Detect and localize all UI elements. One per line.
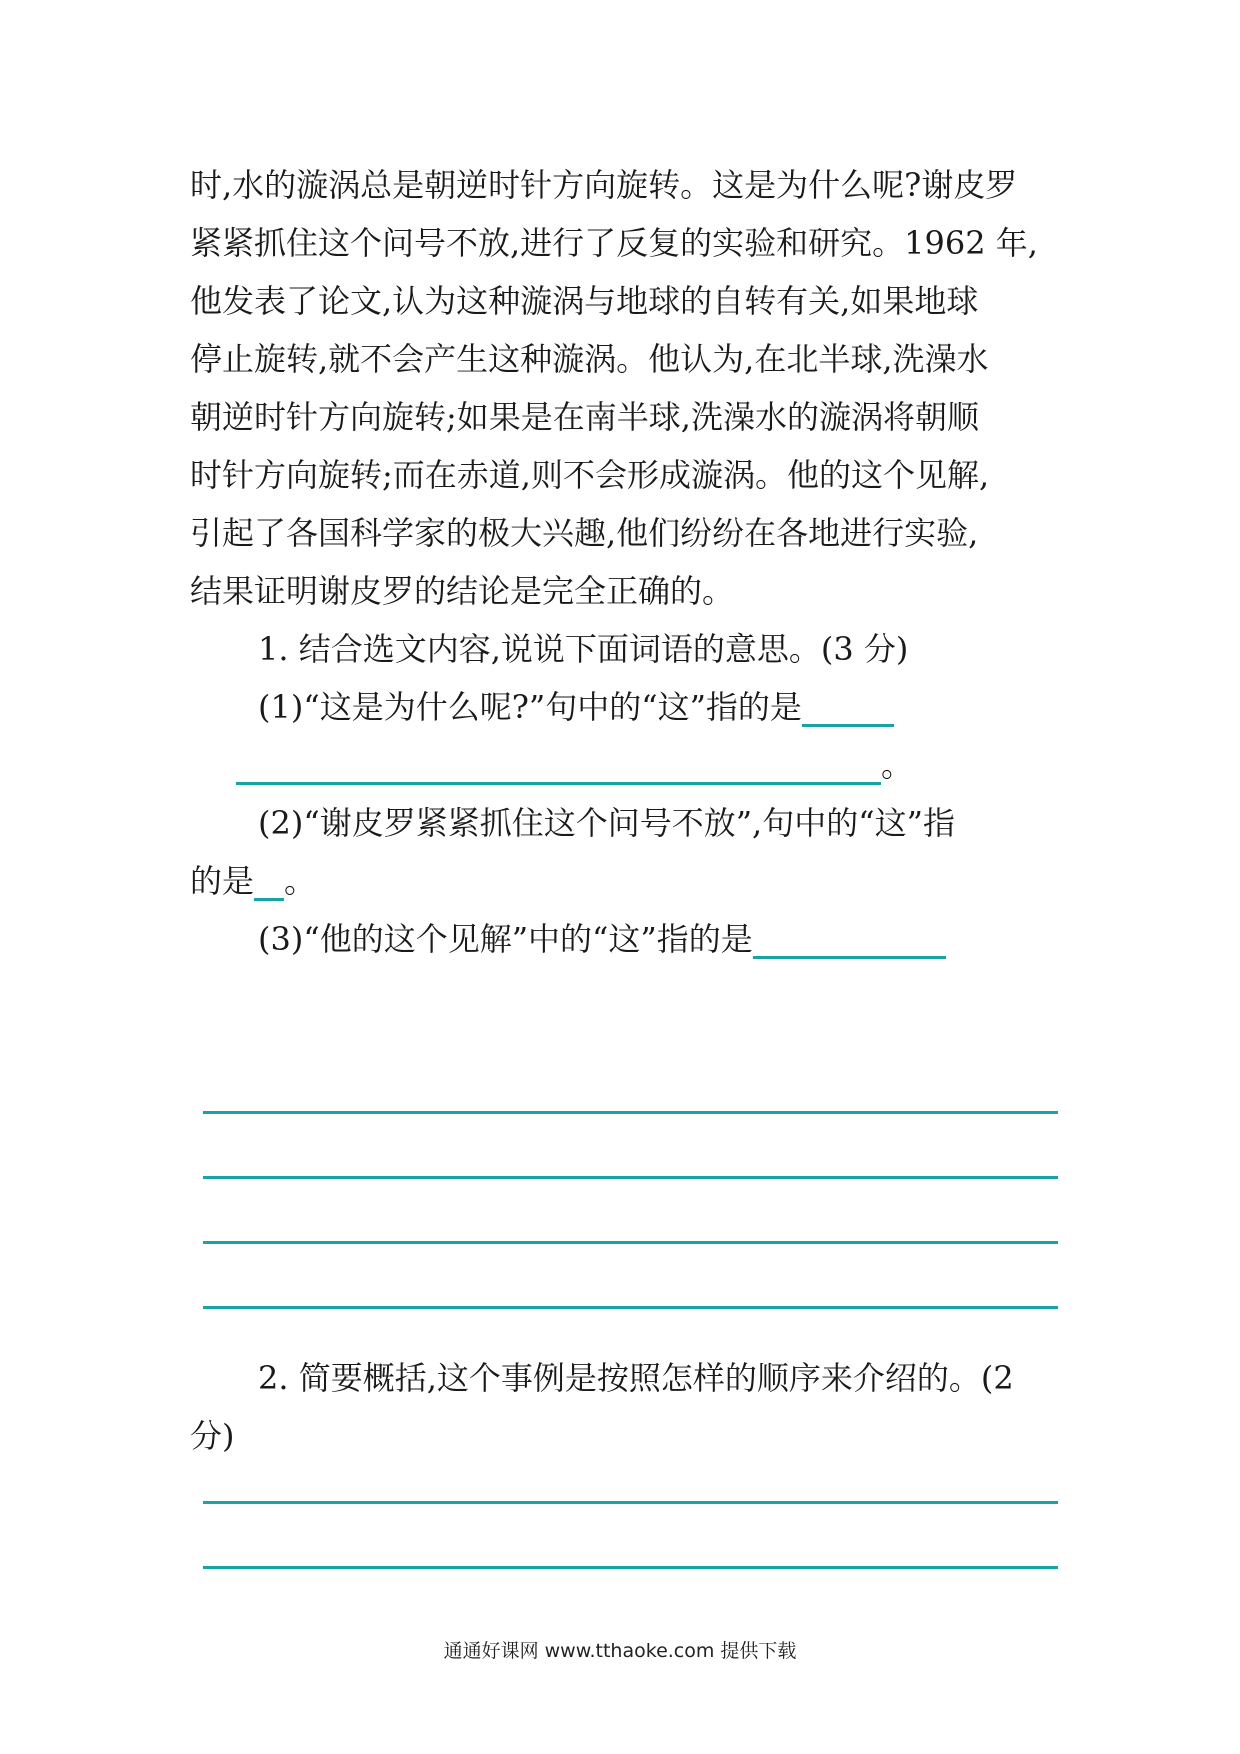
passage-line-2: 紧紧抓住这个问号不放,进行了反复的实验和研究。1962 年, xyxy=(190,224,1038,262)
question-1-sub-2-line-1: (2)“谢皮罗紧紧抓住这个问号不放”,句中的“这”指 xyxy=(258,804,955,842)
question-1-sub-1 xyxy=(258,687,1138,727)
answer-blank-1b[interactable] xyxy=(236,746,881,785)
footer-credit: 通通好课网 www.tthaoke.com 提供下载 xyxy=(443,1640,797,1662)
question-1-sub-2-lead: 的是 xyxy=(190,862,255,900)
answer-line-3d[interactable] xyxy=(203,1241,1058,1244)
question-2-title-line-2: 分) xyxy=(190,1417,235,1455)
question-1-sub-3 xyxy=(258,919,1138,959)
answer-blank-3a[interactable] xyxy=(753,920,946,959)
answer-blank-1a[interactable] xyxy=(802,688,894,727)
question-1-sub-1-continuation xyxy=(236,745,1116,785)
answer-line-3e[interactable] xyxy=(203,1306,1058,1309)
answer-line-3b[interactable] xyxy=(203,1111,1058,1114)
question-2-title-line-1: 2. 简要概括,这个事例是按照怎样的顺序来介绍的。(2 xyxy=(258,1359,1014,1397)
answer-line-q2-b[interactable] xyxy=(203,1566,1058,1569)
passage-line-5: 朝逆时针方向旋转;如果是在南半球,洗澡水的漩涡将朝顺 xyxy=(190,398,979,436)
passage-line-1: 时,水的漩涡总是朝逆时针方向旋转。这是为什么呢?谢皮罗 xyxy=(190,166,1018,204)
question-1-sub-2-end: 。 xyxy=(284,862,317,900)
question-1-sub-2-line-2 xyxy=(190,861,1070,901)
answer-blank-2[interactable] xyxy=(254,862,284,901)
passage-line-3: 他发表了论文,认为这种漩涡与地球的自转有关,如果地球 xyxy=(190,282,979,320)
passage-line-7: 引起了各国科学家的极大兴趣,他们纷纷在各地进行实验, xyxy=(190,514,979,552)
answer-line-3c[interactable] xyxy=(203,1176,1058,1179)
passage-line-4: 停止旋转,就不会产生这种漩涡。他认为,在北半球,洗澡水 xyxy=(190,340,989,378)
answer-line-q2-a[interactable] xyxy=(203,1501,1058,1504)
question-1-sub-1-end: 。 xyxy=(881,746,914,784)
question-1-sub-3-text: (3)“他的这个见解”中的“这”指的是 xyxy=(258,920,753,958)
passage-line-8: 结果证明谢皮罗的结论是完全正确的。 xyxy=(190,572,735,610)
passage-line-6: 时针方向旋转;而在赤道,则不会形成漩涡。他的这个见解, xyxy=(190,456,990,494)
question-1-title: 1. 结合选文内容,说说下面词语的意思。(3 分) xyxy=(258,630,909,668)
question-1-sub-1-text: (1)“这是为什么呢?”句中的“这”指的是 xyxy=(258,688,802,726)
